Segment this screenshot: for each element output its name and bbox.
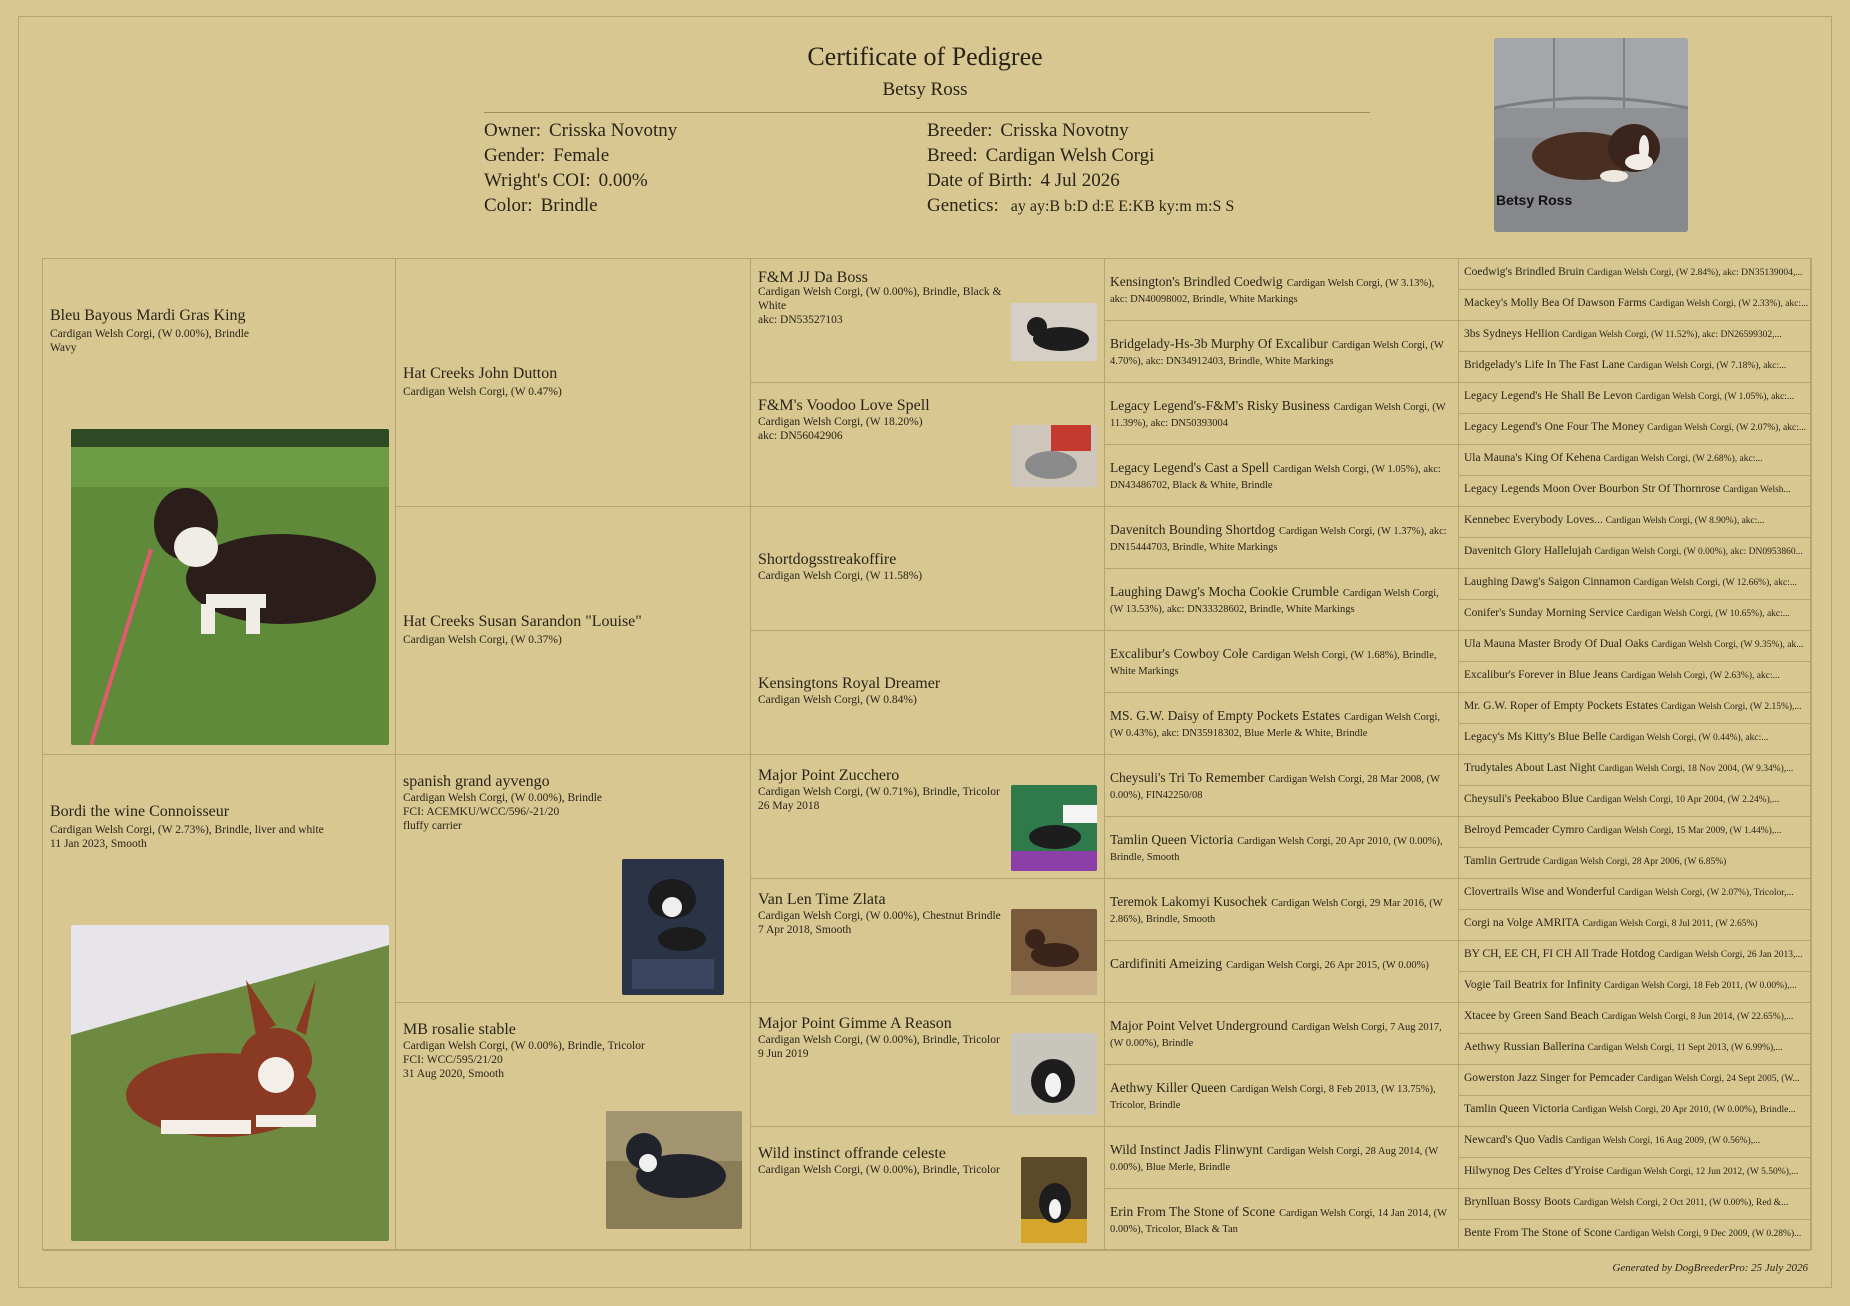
gen5-detail: Cardigan Welsh Corgi, 8 Jul 2011, (W 2.65%) [1582, 919, 1758, 929]
gen2-name: spanish grand ayvengo [403, 773, 550, 790]
gender-value: Female [553, 145, 610, 166]
gen3-detail: 9 Jun 2019 [758, 1048, 809, 1060]
gen5-cell [1459, 1034, 1811, 1065]
gen5-name: Vogie Tail Beatrix for Infinity [1464, 979, 1602, 991]
gen2-name: Hat Creeks John Dutton [403, 365, 558, 382]
gen5-cell [1459, 445, 1811, 476]
gen5-cell [1459, 786, 1811, 817]
owner-label: Owner: [484, 120, 541, 141]
gen5-detail: Cardigan Welsh Corgi, 28 Apr 2006, (W 6.85%) [1542, 857, 1727, 867]
gen5-name: Davenitch Glory Hallelujah [1464, 545, 1592, 557]
gender-label: Gender: [484, 145, 546, 166]
gen5-cell [1459, 724, 1811, 755]
gen5-detail: Cardigan Welsh Corgi, (W 1.05%), akc:... [1635, 392, 1795, 402]
gen4-cell [1105, 817, 1459, 879]
dog-photo [1021, 1157, 1087, 1243]
gen2-detail: Cardigan Welsh Corgi, (W 0.00%), Brindle, Tricolor [403, 1040, 645, 1052]
gen2-detail: Cardigan Welsh Corgi, (W 0.47%) [403, 386, 562, 398]
gen4-detail: Cardigan Welsh Corgi, 7 Aug 2017, (W 0.00%), Brindle [1110, 1022, 1442, 1049]
gen5-cell [1459, 1065, 1811, 1096]
gen4-cell [1105, 879, 1459, 941]
gen3-detail: Cardigan Welsh Corgi, (W 0.00%), Brindle, Tricolor [758, 1034, 1000, 1046]
gen4-name: Wild Instinct Jadis Flinwynt [1110, 1142, 1263, 1157]
gen5-detail: Cardigan Welsh Corgi, 2 Oct 2011, (W 0.00%), Red &... [1573, 1198, 1789, 1208]
gen5-name: Legacy Legend's One Four The Money [1464, 421, 1645, 433]
footer-date: 25 July 2026 [1751, 1262, 1808, 1274]
gen5-cell [1459, 910, 1811, 941]
gen3-detail: akc: DN56042906 [758, 430, 843, 442]
gen3-detail: Cardigan Welsh Corgi, (W 0.84%) [758, 694, 917, 706]
color-label: Color: [484, 195, 533, 216]
dog-photo [1011, 425, 1097, 487]
gen2-cell [396, 1003, 751, 1251]
gen5-name: Bente From The Stone of Scone [1464, 1227, 1612, 1239]
gen5-cell [1459, 600, 1811, 631]
gen5-detail: Cardigan Welsh Corgi, (W 2.33%), akc:... [1649, 299, 1809, 309]
gen1-dam-name: Bordi the wine Connoisseur [50, 803, 230, 820]
gen4-name: Cheysuli's Tri To Remember [1110, 770, 1265, 785]
breeder-info [927, 118, 1234, 219]
gen5-detail: Cardigan Welsh Corgi, 10 Apr 2004, (W 2.24%),... [1586, 795, 1780, 805]
gen5-cell [1459, 1127, 1811, 1158]
gen5-cell [1459, 1220, 1811, 1251]
gen4-cell [1105, 507, 1459, 569]
genetics-label: Genetics: [927, 195, 999, 216]
gen3-detail: 26 May 2018 [758, 800, 820, 812]
gen5-cell [1459, 507, 1811, 538]
gen5-cell [1459, 817, 1811, 848]
gen5-cell [1459, 848, 1811, 879]
gen4-cell [1105, 569, 1459, 631]
gen5-detail: Cardigan Welsh Corgi, (W 2.68%), akc:... [1603, 454, 1763, 464]
gen5-cell [1459, 383, 1811, 414]
gen5-cell [1459, 352, 1811, 383]
gen4-name: Excalibur's Cowboy Cole [1110, 646, 1249, 661]
pedigree-grid [42, 258, 1812, 1250]
gen1-sire [43, 259, 396, 755]
gen5-detail: Cardigan Welsh Corgi, 24 Sept 2005, (W... [1637, 1074, 1800, 1084]
gen5-cell [1459, 879, 1811, 910]
gen2-detail: Cardigan Welsh Corgi, (W 0.37%) [403, 634, 562, 646]
gen2-detail: FCI: ACEMKU/WCC/596/-21/20 [403, 806, 560, 818]
gen4-detail: Cardigan Welsh Corgi, (W 1.37%), akc: DN15444703, Brindle, White Markings [1110, 526, 1447, 553]
gen5-detail: Cardigan Welsh Corgi, (W 7.18%), akc:... [1627, 361, 1787, 371]
gen1-sire-detail: Wavy [50, 342, 77, 354]
gen5-detail: Cardigan Welsh Corgi, 18 Feb 2011, (W 0.00%),... [1604, 981, 1797, 991]
gen5-detail: Cardigan Welsh Corgi, (W 8.90%), akc:... [1605, 516, 1765, 526]
gen2-detail: fluffy carrier [403, 820, 462, 832]
gen3-name: Major Point Zucchero [758, 767, 900, 784]
gen2-cell [396, 755, 751, 1003]
gen4-detail: Cardigan Welsh Corgi, 28 Mar 2008, (W 0.00%), FIN42250/08 [1110, 774, 1440, 801]
gen4-cell [1105, 693, 1459, 755]
gen5-cell [1459, 569, 1811, 600]
gen5-name: 3bs Sydneys Hellion [1464, 328, 1560, 340]
gen4-detail: Cardigan Welsh Corgi, 8 Feb 2013, (W 13.75%), Tricolor, Brindle [1110, 1084, 1436, 1111]
gen4-detail: Cardigan Welsh Corgi, (W 11.39%), akc: DN50393004 [1110, 402, 1446, 429]
gen5-detail: Cardigan Welsh Corgi, 12 Jun 2012, (W 5.50%),... [1606, 1167, 1799, 1177]
gen4-name: Legacy Legend's-F&M's Risky Business [1110, 398, 1330, 413]
gen5-detail: Cardigan Welsh Corgi, 9 Dec 2009, (W 0.28%)... [1614, 1229, 1802, 1239]
gen5-cell [1459, 259, 1811, 290]
gen3-detail: Cardigan Welsh Corgi, (W 18.20%) [758, 416, 923, 428]
gen3-cell [751, 631, 1105, 755]
coi-value: 0.00% [598, 170, 648, 191]
gen3-detail: Cardigan Welsh Corgi, (W 0.00%), Chestnut Brindle [758, 910, 1001, 922]
gen3-detail: Cardigan Welsh Corgi, (W 0.71%), Brindle, Tricolor [758, 786, 1000, 798]
gen5-name: Coedwig's Brindled Bruin [1464, 266, 1585, 278]
gen4-name: Tamlin Queen Victoria [1110, 832, 1234, 847]
gen4-cell [1105, 631, 1459, 693]
gen5-name: Legacy Legend's He Shall Be Levon [1464, 390, 1633, 402]
gen5-cell [1459, 290, 1811, 321]
gen5-name: Mackey's Molly Bea Of Dawson Farms [1464, 297, 1647, 309]
gen3-cell [751, 383, 1105, 507]
gen5-name: Cheysuli's Peekaboo Blue [1464, 793, 1584, 805]
gen4-cell [1105, 1127, 1459, 1189]
gen4-name: MS. G.W. Daisy of Empty Pockets Estates [1110, 708, 1341, 723]
gen5-cell [1459, 1096, 1811, 1127]
gen5-cell [1459, 972, 1811, 1003]
gen5-cell [1459, 662, 1811, 693]
gen5-cell [1459, 1189, 1811, 1220]
gen3-name: Van Len Time Zlata [758, 891, 886, 908]
gen5-cell [1459, 476, 1811, 507]
gen4-cell [1105, 755, 1459, 817]
gen4-cell [1105, 445, 1459, 507]
gen3-detail: 7 Apr 2018, Smooth [758, 924, 852, 936]
dog-name: Betsy Ross [882, 79, 968, 100]
dog-photo [71, 429, 389, 745]
gen5-name: Conifer's Sunday Morning Service [1464, 607, 1624, 619]
gen5-detail: Cardigan Welsh Corgi, (W 2.63%), akc:... [1620, 671, 1780, 681]
gen3-name: F&M JJ Da Boss [758, 269, 868, 286]
main-dog-photo [1494, 38, 1688, 232]
gen4-detail: Cardigan Welsh Corgi, (W 1.05%), akc: DN43486702, Black & White, Brindle [1110, 464, 1441, 491]
gen5-name: Ula Mauna's King Of Kehena [1464, 452, 1601, 464]
breeder-value: Crisska Novotny [1000, 120, 1129, 141]
gen1-dam [43, 755, 396, 1251]
gen4-cell [1105, 1065, 1459, 1127]
gen5-name: Belroyd Pemcader Cymro [1464, 824, 1585, 836]
gen4-cell [1105, 383, 1459, 445]
gen5-detail: Cardigan Welsh Corgi, 16 Aug 2009, (W 0.56%),... [1565, 1136, 1761, 1146]
gen5-cell [1459, 538, 1811, 569]
owner-info [484, 118, 677, 218]
owner-value: Crisska Novotny [548, 120, 678, 141]
gen5-detail: Cardigan Welsh Corgi, (W 2.07%), Tricolor,... [1617, 888, 1794, 898]
gen5-cell [1459, 941, 1811, 972]
footer-generated-by: Generated by DogBreederPro: [1612, 1262, 1749, 1274]
gen5-detail: Cardigan Welsh Corgi, 26 Jan 2013,... [1658, 950, 1803, 960]
gen3-cell [751, 879, 1105, 1003]
gen5-cell [1459, 631, 1811, 662]
gen4-detail: Cardigan Welsh Corgi, (W 1.68%), Brindle, White Markings [1110, 650, 1437, 677]
dob-label: Date of Birth: [927, 170, 1033, 191]
gen2-cell [396, 259, 751, 507]
gen1-dam-detail: 11 Jan 2023, Smooth [50, 838, 147, 850]
gen4-name: Major Point Velvet Underground [1110, 1018, 1288, 1033]
gen5-cell [1459, 321, 1811, 352]
gen5-name: Tamlin Gertrude [1464, 855, 1541, 867]
gen5-cell [1459, 1003, 1811, 1034]
gen2-detail: 31 Aug 2020, Smooth [403, 1068, 504, 1080]
gen5-name: Brynlluan Bossy Boots [1464, 1196, 1571, 1208]
gen5-name: Newcard's Quo Vadis [1464, 1134, 1563, 1146]
gen5-detail: Cardigan Welsh Corgi, (W 12.66%), akc:... [1633, 578, 1797, 588]
coi-label: Wright's COI: [484, 170, 591, 191]
gen5-detail: Cardigan Welsh Corgi, (W 0.00%), akc: DN0953860... [1594, 547, 1803, 557]
gen3-name: Major Point Gimme A Reason [758, 1015, 952, 1032]
gen5-detail: Cardigan Welsh Corgi, (W 10.65%), akc:... [1626, 609, 1790, 619]
gen4-detail: Cardigan Welsh Corgi, (W 13.53%), akc: DN33328602, Brindle, White Markings [1110, 588, 1439, 615]
gen5-detail: Cardigan Welsh Corgi, (W 2.07%), akc:... [1647, 423, 1807, 433]
gen5-name: Kennebec Everybody Loves... [1464, 514, 1603, 526]
gen5-name: Laughing Dawg's Saigon Cinnamon [1464, 576, 1631, 588]
gen5-name: Tamlin Queen Victoria [1464, 1103, 1569, 1115]
gen4-detail: Cardigan Welsh Corgi, 26 Apr 2015, (W 0.00%) [1226, 960, 1429, 971]
gen4-detail: Cardigan Welsh Corgi, 20 Apr 2010, (W 0.00%), Brindle, Smooth [1110, 836, 1443, 863]
gen5-name: Ula Mauna Master Brody Of Dual Oaks [1464, 638, 1649, 650]
gen4-name: Legacy Legend's Cast a Spell [1110, 460, 1270, 475]
gen3-cell [751, 259, 1105, 383]
gen3-cell [751, 755, 1105, 879]
gen4-detail: Cardigan Welsh Corgi, (W 3.13%), akc: DN40098002, Brindle, White Markings [1110, 278, 1435, 305]
gen5-name: Mr. G.W. Roper of Empty Pockets Estates [1464, 700, 1659, 712]
gen5-detail: Cardigan Welsh Corgi, (W 2.84%), akc: DN35139004,... [1587, 268, 1803, 278]
gen5-name: Legacy's Ms Kitty's Blue Belle [1464, 731, 1607, 743]
photo-caption: Betsy Ross [1496, 192, 1573, 208]
gen5-detail: Cardigan Welsh Corgi, 18 Nov 2004, (W 9.34%),... [1598, 764, 1794, 774]
dog-photo [606, 1111, 742, 1229]
gen3-name: F&M's Voodoo Love Spell [758, 397, 930, 414]
gen3-name: Shortdogsstreakoffire [758, 551, 897, 568]
gen3-cell [751, 507, 1105, 631]
gen4-cell [1105, 941, 1459, 1003]
gen5-name: Corgi na Volge AMRITA [1464, 917, 1580, 929]
gen2-name: MB rosalie stable [403, 1021, 516, 1038]
gen2-cell [396, 507, 751, 755]
gen5-detail: Cardigan Welsh Corgi, 11 Sept 2013, (W 6.99%),... [1587, 1043, 1783, 1053]
gen5-name: Legacy Legends Moon Over Bourbon Str Of Thornrose [1464, 483, 1721, 495]
gen5-name: Hilwynog Des Celtes d'Yroise [1464, 1165, 1604, 1177]
certificate-title: Certificate of Pedigree [807, 42, 1043, 71]
dog-photo [1011, 785, 1097, 871]
gen4-detail: Cardigan Welsh Corgi, 29 Mar 2016, (W 2.86%), Brindle, Smooth [1110, 898, 1443, 925]
gen5-name: Gowerston Jazz Singer for Pemcader [1464, 1072, 1635, 1084]
gen5-name: Aethwy Russian Ballerina [1464, 1041, 1585, 1053]
gen1-sire-detail: Cardigan Welsh Corgi, (W 0.00%), Brindle [50, 328, 250, 340]
gen2-name: Hat Creeks Susan Sarandon "Louise" [403, 613, 642, 630]
gen3-cell [751, 1003, 1105, 1127]
footer [1612, 1262, 1808, 1274]
gen3-detail: Cardigan Welsh Corgi, (W 0.00%), Brindle, Tricolor [758, 1164, 1000, 1176]
gen5-cell [1459, 1158, 1811, 1189]
gen4-cell [1105, 321, 1459, 383]
gen4-name: Davenitch Bounding Shortdog [1110, 522, 1275, 537]
gen4-detail: Cardigan Welsh Corgi, (W 0.43%), akc: DN35918302, Blue Merle & White, Brindle [1110, 712, 1441, 739]
gen3-detail: akc: DN53527103 [758, 314, 843, 326]
header-divider [484, 112, 1370, 113]
gen4-detail: Cardigan Welsh Corgi, (W 4.70%), akc: DN34912403, Brindle, White Markings [1110, 340, 1444, 367]
gen5-cell [1459, 755, 1811, 786]
gen3-cell [751, 1127, 1105, 1251]
gen4-name: Kensington's Brindled Coedwig [1110, 274, 1283, 289]
gen4-name: Teremok Lakomyi Kusochek [1110, 894, 1268, 909]
gen4-detail: Cardigan Welsh Corgi, 14 Jan 2014, (W 0.00%), Tricolor, Black & Tan [1110, 1208, 1447, 1235]
gen4-name: Bridgelady-Hs-3b Murphy Of Excalibur [1110, 336, 1328, 351]
dog-photo [1011, 909, 1097, 995]
gen5-cell [1459, 693, 1811, 724]
gen5-detail: Cardigan Welsh Corgi, (W 0.44%), akc:... [1609, 733, 1769, 743]
breed-value: Cardigan Welsh Corgi [985, 145, 1155, 166]
gen3-detail: Cardigan Welsh Corgi, (W 11.58%) [758, 570, 923, 582]
gen3-detail: White [758, 300, 787, 312]
gen4-detail: Cardigan Welsh Corgi, 28 Aug 2014, (W 0.00%), Blue Merle, Brindle [1110, 1146, 1439, 1173]
gen5-name: Trudytales About Last Night [1464, 762, 1596, 774]
breeder-label: Breeder: [927, 120, 993, 141]
gen5-name: Bridgelady's Life In The Fast Lane [1464, 359, 1625, 371]
gen1-dam-detail: Cardigan Welsh Corgi, (W 2.73%), Brindle, liver and white [50, 824, 324, 836]
gen3-detail: Cardigan Welsh Corgi, (W 0.00%), Brindle, Black & [758, 286, 1002, 298]
dog-photo [1011, 1033, 1097, 1115]
gen5-detail: Cardigan Welsh Corgi, (W 11.52%), akc: DN26599302,... [1561, 330, 1782, 340]
gen3-name: Kensingtons Royal Dreamer [758, 675, 941, 692]
gen2-detail: FCI: WCC/595/21/20 [403, 1054, 503, 1066]
gen1-sire-name: Bleu Bayous Mardi Gras King [50, 307, 246, 324]
dob-value: 4 Jul 2026 [1040, 170, 1120, 191]
gen4-cell [1105, 1003, 1459, 1065]
dog-photo [1011, 303, 1097, 361]
gen4-name: Laughing Dawg's Mocha Cookie Crumble [1110, 584, 1339, 599]
gen4-name: Erin From The Stone of Scone [1110, 1204, 1276, 1219]
gen5-detail: Cardigan Welsh Corgi, 20 Apr 2010, (W 0.00%), Brindle... [1571, 1105, 1796, 1115]
gen5-detail: Cardigan Welsh Corgi, (W 2.15%),... [1660, 702, 1802, 712]
color-value: Brindle [540, 195, 598, 216]
gen5-cell [1459, 414, 1811, 445]
gen5-detail: Cardigan Welsh Corgi, 15 Mar 2009, (W 1.44%),... [1586, 826, 1782, 836]
gen5-name: Xtacee by Green Sand Beach [1464, 1010, 1599, 1022]
genetics-value: ay ay:B b:D d:E E:KB ky:m m:S S [1010, 198, 1235, 215]
breed-label: Breed: [927, 145, 978, 166]
gen5-detail: Cardigan Welsh Corgi, 8 Jun 2014, (W 22.65%),... [1601, 1012, 1794, 1022]
gen5-detail: Cardigan Welsh Corgi, (W 9.35%), ak... [1651, 640, 1804, 650]
gen4-name: Aethwy Killer Queen [1110, 1080, 1227, 1095]
gen2-detail: Cardigan Welsh Corgi, (W 0.00%), Brindle [403, 792, 603, 804]
gen5-detail: Cardigan Welsh... [1723, 485, 1791, 495]
gen5-name: BY CH, EE CH, FI CH All Trade Hotdog [1464, 948, 1656, 960]
dog-photo [622, 859, 724, 995]
gen5-name: Excalibur's Forever in Blue Jeans [1464, 669, 1619, 681]
dog-photo [71, 925, 389, 1241]
gen4-cell [1105, 259, 1459, 321]
gen4-cell [1105, 1189, 1459, 1251]
gen3-name: Wild instinct offrande celeste [758, 1145, 946, 1162]
gen5-name: Clovertrails Wise and Wonderful [1464, 886, 1616, 898]
gen4-name: Cardifiniti Ameizing [1110, 956, 1223, 971]
